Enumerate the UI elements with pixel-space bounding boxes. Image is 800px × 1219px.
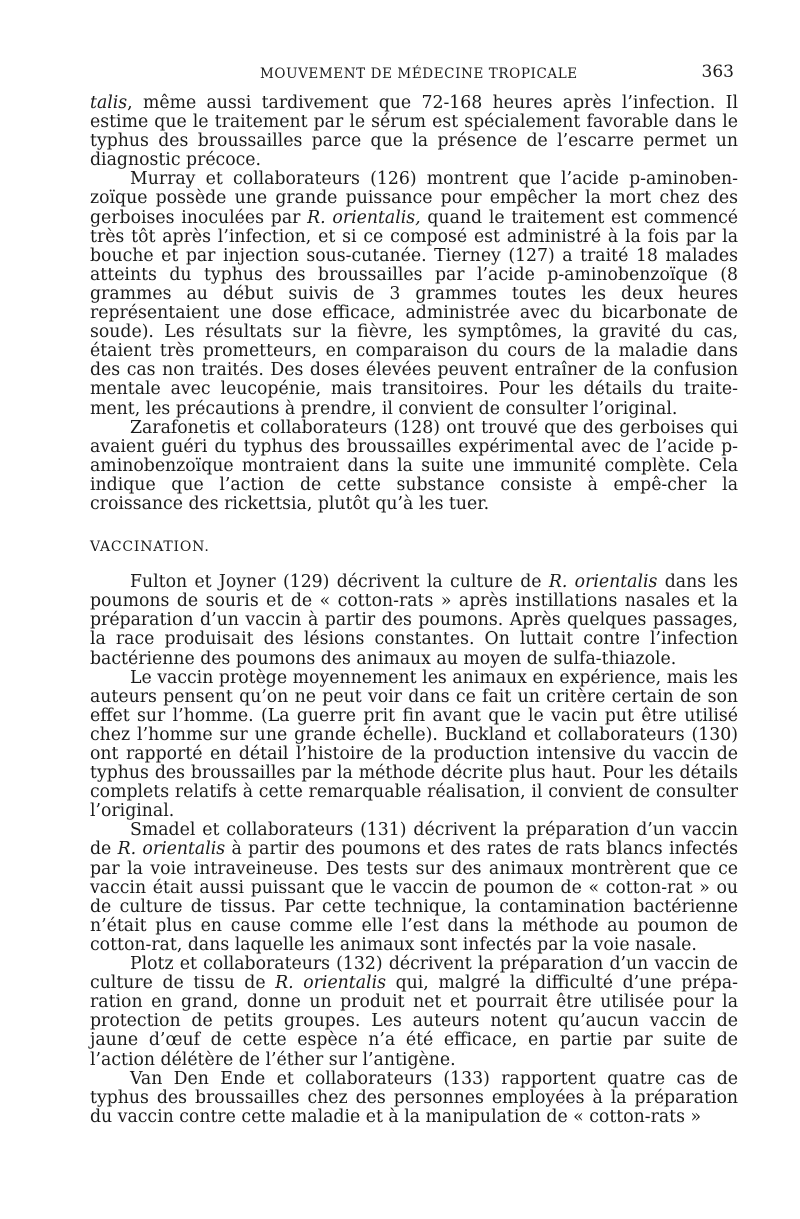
- section-heading: VACCINATION.: [90, 539, 210, 556]
- paragraphs-after: [90, 573, 738, 1127]
- italic-span: R. orientalis: [117, 839, 226, 860]
- paragraph-p1: [90, 170, 738, 418]
- italic-span: R. orientalis,: [307, 207, 421, 228]
- text-span: , même aussi tardivement que 72-168 heures après l’infection. Il estime que le traitement par le sérum est spécialement favorable dans le typhus des broussailles parce que la présence de l’escarre permet un diagnostic précoce.: [90, 93, 738, 171]
- paragraphs-before: [90, 94, 738, 514]
- running-title: MOUVEMENT DE MÉDECINE TROPICALE: [260, 66, 578, 82]
- text-span: Fulton et Joyner (129) décrivent la culture de: [130, 572, 549, 593]
- text-span: Plotz et collaborateurs (132) décrivent la préparation d’un vaccin de culture de tissu de: [90, 954, 738, 994]
- paragraph-p5: [90, 821, 738, 955]
- text-span: à partir des poumons et des rates de rats blancs infectés par la voie intraveineuse. Des tests sur des animaux montrèrent que ce vaccin était aussi puissant que le vaccin de poumon de « cotton-rat » ou de culture de tissus. Par cette technique, la contamination bactérienne n’était plus en cause comme elle l’est dans la méthode au poumon de cotton-rat, dans laquelle les animaux sont infectés par la voie nasale.: [90, 839, 738, 955]
- running-header: [90, 60, 738, 94]
- paragraph-p2: [90, 419, 738, 514]
- page-number: 363: [701, 62, 734, 82]
- paragraph-p4: [90, 669, 738, 822]
- text-span: Murray et collaborateurs (126) montrent que l’acide p-aminoben-zoïque possède une grande puissance pour empêcher la mort chez des gerboises inoculées par: [90, 169, 738, 228]
- text-span: Le vaccin protège moyennement les animaux en expérience, mais les auteurs pensent qu’on ne peut voir dans ce fait un critère certain de son effet sur l’homme. (La guerre prit fin avant que le vacin put être utilisé chez l’homme sur une grande échelle). Buckland et collaborateurs (130) ont rapporté en détail l’histoire de la production intensive du vaccin de typhus des broussailles par la méthode décrite plus haut. Pour les détails complets relatifs à cette remarquable réalisation, il convient de consulter l’original.: [90, 667, 738, 822]
- italic-span: R. orientalis: [275, 973, 386, 994]
- text-span: quand le traitement est commencé très tôt après l’infection, et si ce composé est administré à la fois par la bouche et par injection sous-cutanée. Tierney (127) a traité 18 malades atteints du typhus des broussailles par l’acide p-aminobenzoïque (8 grammes au début suivis de 3 grammes toutes les deux heures représentaient une dose efficace, administrée avec du bicarbonate de soude). Les résultats sur la fièvre, les symptômes, la gravité du cas, étaient très prometteurs, en comparaison du cours de la maladie dans des cas non traités. Des doses élevées peuvent entraîner de la confusion mentale avec leucopénie, mais transitoires. Pour les détails du traite-ment, les précautions à prendre, il convient de consulter l’original.: [90, 207, 738, 419]
- paragraph-p0: [90, 94, 738, 170]
- paragraph-p3: [90, 573, 738, 668]
- text-span: qui, malgré la difficulté d’une prépa-ration en grand, donne un produit net et pourrait être utilisée pour la protection de petits groupes. Les auteurs notent qu’aucun vaccin de jaune d’œuf de cette espèce n’a été efficace, en partie par suite de l’action délétère de l’éther sur l’antigène.: [90, 973, 739, 1070]
- italic-span: R. orientalis: [548, 572, 658, 593]
- text-span: dans les poumons de souris et de « cotton-rats » après instillations nasales et la préparation d’un vaccin à partir des poumons. Après quelques passages, la race produisait des lésions constantes. On luttait contre l’infection bactérienne des poumons des animaux au moyen de sulfa-thiazole.: [90, 572, 739, 669]
- italic-span: talis: [90, 93, 128, 113]
- paragraph-p6: [90, 955, 738, 1070]
- text-span: Van Den Ende et collaborateurs (133) rapportent quatre cas de typhus des broussailles chez des personnes employées à la préparation du vaccin contre cette maladie et à la manipulation de « cotton-rats »: [90, 1068, 738, 1127]
- text-span: Smadel et collaborateurs (131) décrivent la préparation d’un vaccin de: [90, 820, 738, 860]
- paragraph-p7: [90, 1070, 738, 1127]
- body-text: [90, 94, 738, 1127]
- text-span: Zarafonetis et collaborateurs (128) ont trouvé que des gerboises qui avaient guéri du typhus des broussailles expérimental avec de l’acide p-aminobenzoïque montraient dans la suite une immunité complète. Cela indique que l’action de cette substance consiste à empê-cher la croissance des rickettsia, plutôt qu’à les tuer.: [90, 417, 738, 514]
